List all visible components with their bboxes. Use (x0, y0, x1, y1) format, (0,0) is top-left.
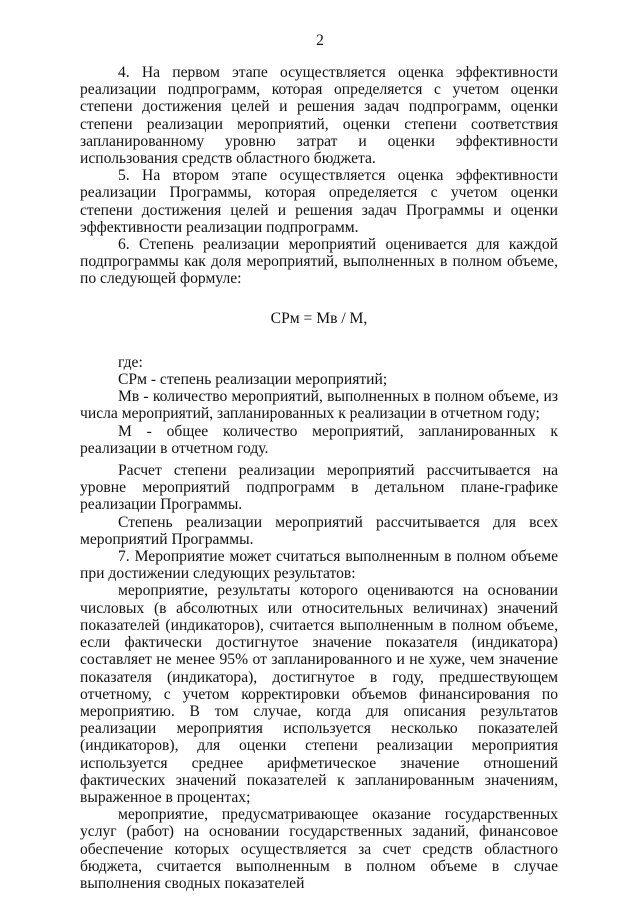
calculation-note-2: Степень реализации мероприятий рассчитывается для всех мероприятий Программы. (80, 513, 558, 548)
definition-srm: СРм - степень реализации мероприятий; (118, 371, 388, 389)
page-number: 2 (316, 32, 324, 49)
formula: СРм = Мв / М, (270, 309, 368, 327)
paragraph-7-item-numeric: мероприятие, результаты которого оцениваются на основании числовых (в абсолютных или относительных величинах) значений показателей (индикаторов), считается выполненным в полном объеме, если фактически достигнутое значение показателя (индикатора) составляет не менее 95% от запланированного и не хуже, чем значение показателя (индикатора), достигнутое в году, предшествующем отчетному, с учетом корректировки объемов финансирования по мероприятию. В том случае, когда для описания результатов реализации мероприятия используется несколько показателей (индикаторов), для оценки степени реализации мероприятия используется среднее арифметическое значение отношений фактических значений показателей к запланированным значениям, выраженное в процентах; (80, 582, 558, 806)
calculation-note-1: Расчет степени реализации мероприятий рассчитывается на уровне мероприятий подпрограмм в детальном плане-графике реализации Программы. (80, 462, 558, 514)
paragraph-7-item-services: мероприятие, предусматривающее оказание государственных услуг (работ) на основании государственных заданий, финансовое обеспечение которых осуществляется за счет средств областного бюджета, считается выполненным в полном объеме в случае выполнения сводных показателей (80, 806, 558, 892)
paragraph-4: 4. На первом этапе осуществляется оценка эффективности реализации подпрограмм, которая определяется с учетом оценки степени достижения целей и решения задач подпрограмм, оценки степени реализации мероприятий, оценки степени соответствия запланированному уровню затрат и оценки эффективности использования средств областного бюджета. (80, 64, 558, 168)
paragraph-7: 7. Мероприятие может считаться выполненным в полном объеме при достижении следующих результатов: (80, 548, 558, 583)
document-body (80, 64, 558, 892)
paragraph-6: 6. Степень реализации мероприятий оценивается для каждой подпрограммы как доля мероприятий, выполненных в полном объеме, по следующей формуле: (80, 236, 558, 288)
where-label: где: (118, 353, 143, 371)
definition-m: М - общее количество мероприятий, запланированных к реализации в отчетном году. (80, 422, 558, 457)
definition-mv: Мв - количество мероприятий, выполненных в полном объеме, из числа мероприятий, запланированных к реализации в отчетном году; (80, 388, 558, 423)
paragraph-5: 5. На втором этапе осуществляется оценка эффективности реализации Программы, которая определяется с учетом оценки степени достижения целей и решения задач Программы и оценки эффективности реализации подпрограмм. (80, 167, 558, 236)
